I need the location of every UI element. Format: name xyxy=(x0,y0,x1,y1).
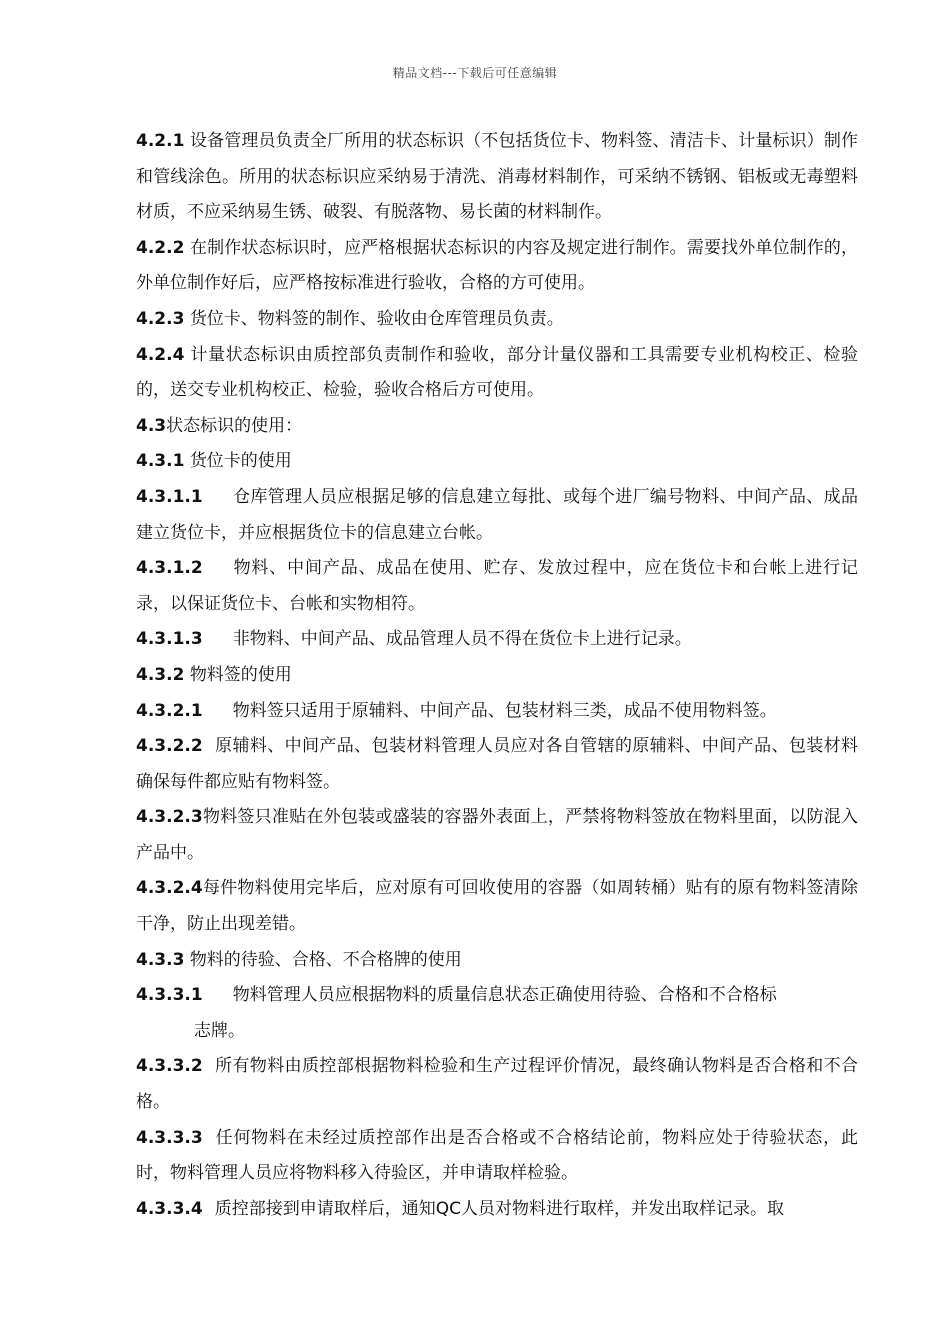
paragraph-text: 物料、中间产品、成品在使用、贮存、发放过程中，应在货位卡和台帐上进行记录，以保证货位卡、台帐和实物相符。 xyxy=(136,558,858,614)
paragraph-4-3-1-3 xyxy=(136,622,858,658)
heading-4-3 xyxy=(136,409,858,445)
page-header: 精品文档---下载后可任意编辑 xyxy=(392,66,558,80)
paragraph-text: 物料签只准贴在外包装或盛装的容器外表面上，严禁将物料签放在物料里面，以防混入产品中。 xyxy=(136,807,858,863)
paragraph-text: 原辅料、中间产品、包装材料管理人员应对各自管辖的原辅料、中间产品、包装材料确保每件都应贴有物料签。 xyxy=(136,736,858,792)
paragraph-text: 志牌。 xyxy=(194,1020,245,1041)
paragraph-4-3-3-1-continued xyxy=(136,1014,858,1050)
paragraph-text: 设备管理员负责全厂所用的状态标识（不包括货位卡、物料签、清洁卡、计量标识）制作和管线涂色。所用的状态标识应采纳易于清洗、消毒材料制作，可采纳不锈钢、铝板或无毒塑料材质，不应采纳易生锈、破裂、有脱落物、易长菌的材料制作。 xyxy=(136,131,859,223)
section-number: 4.3.1.3 xyxy=(136,629,203,650)
paragraph-4-3-2-1 xyxy=(136,694,858,730)
paragraph-4-2-2 xyxy=(136,231,858,302)
section-number: 4.3.3.4 xyxy=(136,1198,203,1219)
heading-4-3-3 xyxy=(136,943,858,979)
heading-text: 货位卡的使用 xyxy=(189,451,292,472)
paragraph-4-2-3 xyxy=(136,302,858,338)
paragraph-4-3-1-1 xyxy=(136,480,858,551)
section-number: 4.2.4 xyxy=(136,344,185,365)
paragraph-text: 仓库管理人员应根据足够的信息建立每批、或每个进厂编号物料、中间产品、成品建立货位卡，并应根据货位卡的信息建立台帐。 xyxy=(136,486,858,543)
heading-text: 物料签的使用 xyxy=(189,664,292,685)
section-number: 4.3.1 xyxy=(136,451,185,472)
section-number: 4.2.2 xyxy=(136,237,185,258)
section-number: 4.3 xyxy=(136,415,167,436)
section-number: 4.2.3 xyxy=(136,308,185,329)
document-body xyxy=(136,124,858,1227)
paragraph-text: 计量状态标识由质控部负责制作和验收，部分计量仪器和工具需要专业机构校正、检验的，送交专业机构校正、检验，验收合格后方可使用。 xyxy=(136,344,859,401)
paragraph-4-2-4 xyxy=(136,338,858,409)
paragraph-text: 物料签只适用于原辅料、中间产品、包装材料三类，成品不使用物料签。 xyxy=(232,700,777,721)
section-number: 4.2.1 xyxy=(136,131,185,151)
section-number: 4.3.2.3 xyxy=(136,807,203,828)
paragraph-text: 任何物料在未经过质控部作出是否合格或不合格结论前，物料应处于待验状态，此时，物料管理人员应将物料移入待验区，并申请取样检验。 xyxy=(136,1127,858,1184)
section-number: 4.3.2.2 xyxy=(136,736,203,757)
paragraph-text: 非物料、中间产品、成品管理人员不得在货位卡上进行记录。 xyxy=(232,629,692,650)
section-number: 4.3.2.4 xyxy=(136,878,203,899)
paragraph-4-3-3-1 xyxy=(136,978,858,1014)
section-number: 4.3.3.1 xyxy=(136,985,203,1006)
paragraph-text: 货位卡、物料签的制作、验收由仓库管理员负责。 xyxy=(189,308,564,329)
heading-4-3-1 xyxy=(136,444,858,480)
section-number: 4.3.3 xyxy=(136,949,185,970)
heading-4-3-2 xyxy=(136,658,858,694)
paragraph-text: 所有物料由质控部根据物料检验和生产过程评价情况，最终确认物料是否合格和不合格。 xyxy=(136,1056,858,1113)
section-number: 4.3.3.2 xyxy=(136,1056,203,1077)
paragraph-4-3-3-4 xyxy=(136,1192,858,1228)
heading-text: 物料的待验、合格、不合格牌的使用 xyxy=(189,949,462,970)
heading-text: 状态标识的使用： xyxy=(166,415,303,436)
paragraph-text: 在制作状态标识时，应严格根据状态标识的内容及规定进行制作。需要找外单位制作的，外单位制作好后，应严格按标准进行验收，合格的方可使用。 xyxy=(136,237,859,294)
paragraph-text: 质控部接到申请取样后，通知QC人员对物料进行取样，并发出取样记录。取 xyxy=(214,1198,784,1219)
paragraph-4-2-1 xyxy=(136,124,858,231)
section-number: 4.3.3.3 xyxy=(136,1127,203,1148)
section-number: 4.3.2 xyxy=(136,664,185,685)
paragraph-4-3-3-2 xyxy=(136,1049,858,1120)
section-number: 4.3.2.1 xyxy=(136,700,203,721)
section-number: 4.3.1.2 xyxy=(136,558,203,579)
section-number: 4.3.1.1 xyxy=(136,486,203,507)
paragraph-4-3-2-4 xyxy=(136,871,858,942)
paragraph-4-3-2-3 xyxy=(136,800,858,871)
paragraph-4-3-3-3 xyxy=(136,1121,858,1192)
paragraph-text: 每件物料使用完毕后，应对原有可回收使用的容器（如周转桶）贴有的原有物料签清除干净，防止出现差错。 xyxy=(136,878,858,935)
paragraph-4-3-1-2 xyxy=(136,551,858,622)
paragraph-text: 物料管理人员应根据物料的质量信息状态正确使用待验、合格和不合格标 xyxy=(232,985,777,1006)
paragraph-4-3-2-2 xyxy=(136,729,858,800)
